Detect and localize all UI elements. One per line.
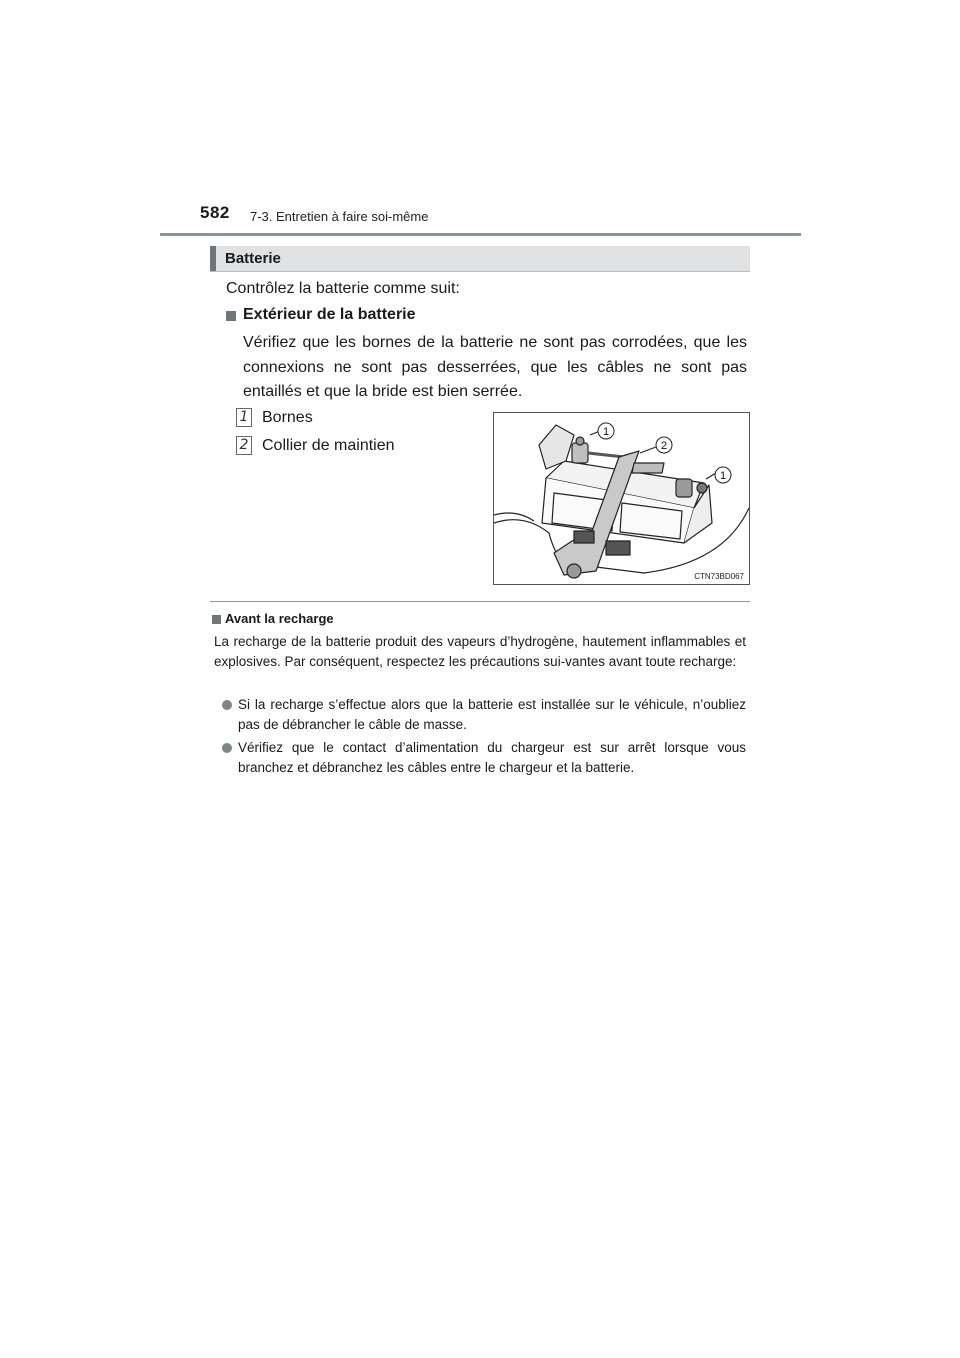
figure-code: CTN73BD067: [694, 572, 744, 581]
round-bullet-icon: [222, 700, 232, 710]
heading-title: Batterie: [225, 250, 281, 267]
heading-accent: [210, 246, 216, 271]
note-bullet-text: Vérifiez que le contact d’alimentation du chargeur est sur arrêt lorsque vous branchez et débranchez les câbles entre le chargeur et la batterie.: [238, 740, 746, 775]
round-bullet-icon: [222, 743, 232, 753]
header-rule: [160, 233, 801, 236]
note-heading: [212, 611, 334, 626]
battery-illustration: [493, 412, 750, 585]
intro-text: Contrôlez la batterie comme suit:: [226, 280, 460, 297]
note-title: Avant la recharge: [225, 611, 334, 626]
callout-bornes: [236, 408, 313, 427]
square-bullet-icon: [226, 311, 236, 321]
note-bullet-item: [222, 738, 746, 778]
figure-marker: 1: [602, 426, 610, 438]
callout-label: Collier de maintien: [262, 436, 395, 454]
callout-number: 2: [236, 436, 252, 455]
page-number: 582: [200, 203, 230, 222]
battery-drawing: [494, 413, 749, 584]
note-bullet-text: Si la recharge s’effectue alors que la batterie est installée sur le véhicule, n’oubliez pas de débrancher le câble de masse.: [238, 697, 746, 732]
callout-number: 1: [236, 408, 252, 427]
exterior-paragraph: Vérifiez que les bornes de la batterie ne sont pas corrodées, que les connexions ne sont pas desserrées, que les câbles ne sont pas entaillés et que la bride est bien serrée.: [243, 334, 747, 400]
figure-marker: 2: [660, 440, 668, 452]
note-bullet-item: [222, 695, 746, 735]
section-heading: [210, 246, 750, 272]
exterior-title: Extérieur de la batterie: [243, 306, 416, 323]
section-title: 7-3. Entretien à faire soi-même: [250, 209, 429, 224]
exterior-subheading: [226, 306, 416, 324]
figure-marker: 1: [719, 470, 727, 482]
callout-label: Bornes: [262, 408, 313, 426]
callout-collier: [236, 436, 395, 455]
section-divider: [210, 601, 750, 602]
square-bullet-icon: [212, 615, 221, 624]
note-paragraph: La recharge de la batterie produit des vapeurs d’hydrogène, hautement inflammables et explosives. Par conséquent, respectez les précautions sui-vantes avant toute recharge:: [214, 634, 746, 669]
